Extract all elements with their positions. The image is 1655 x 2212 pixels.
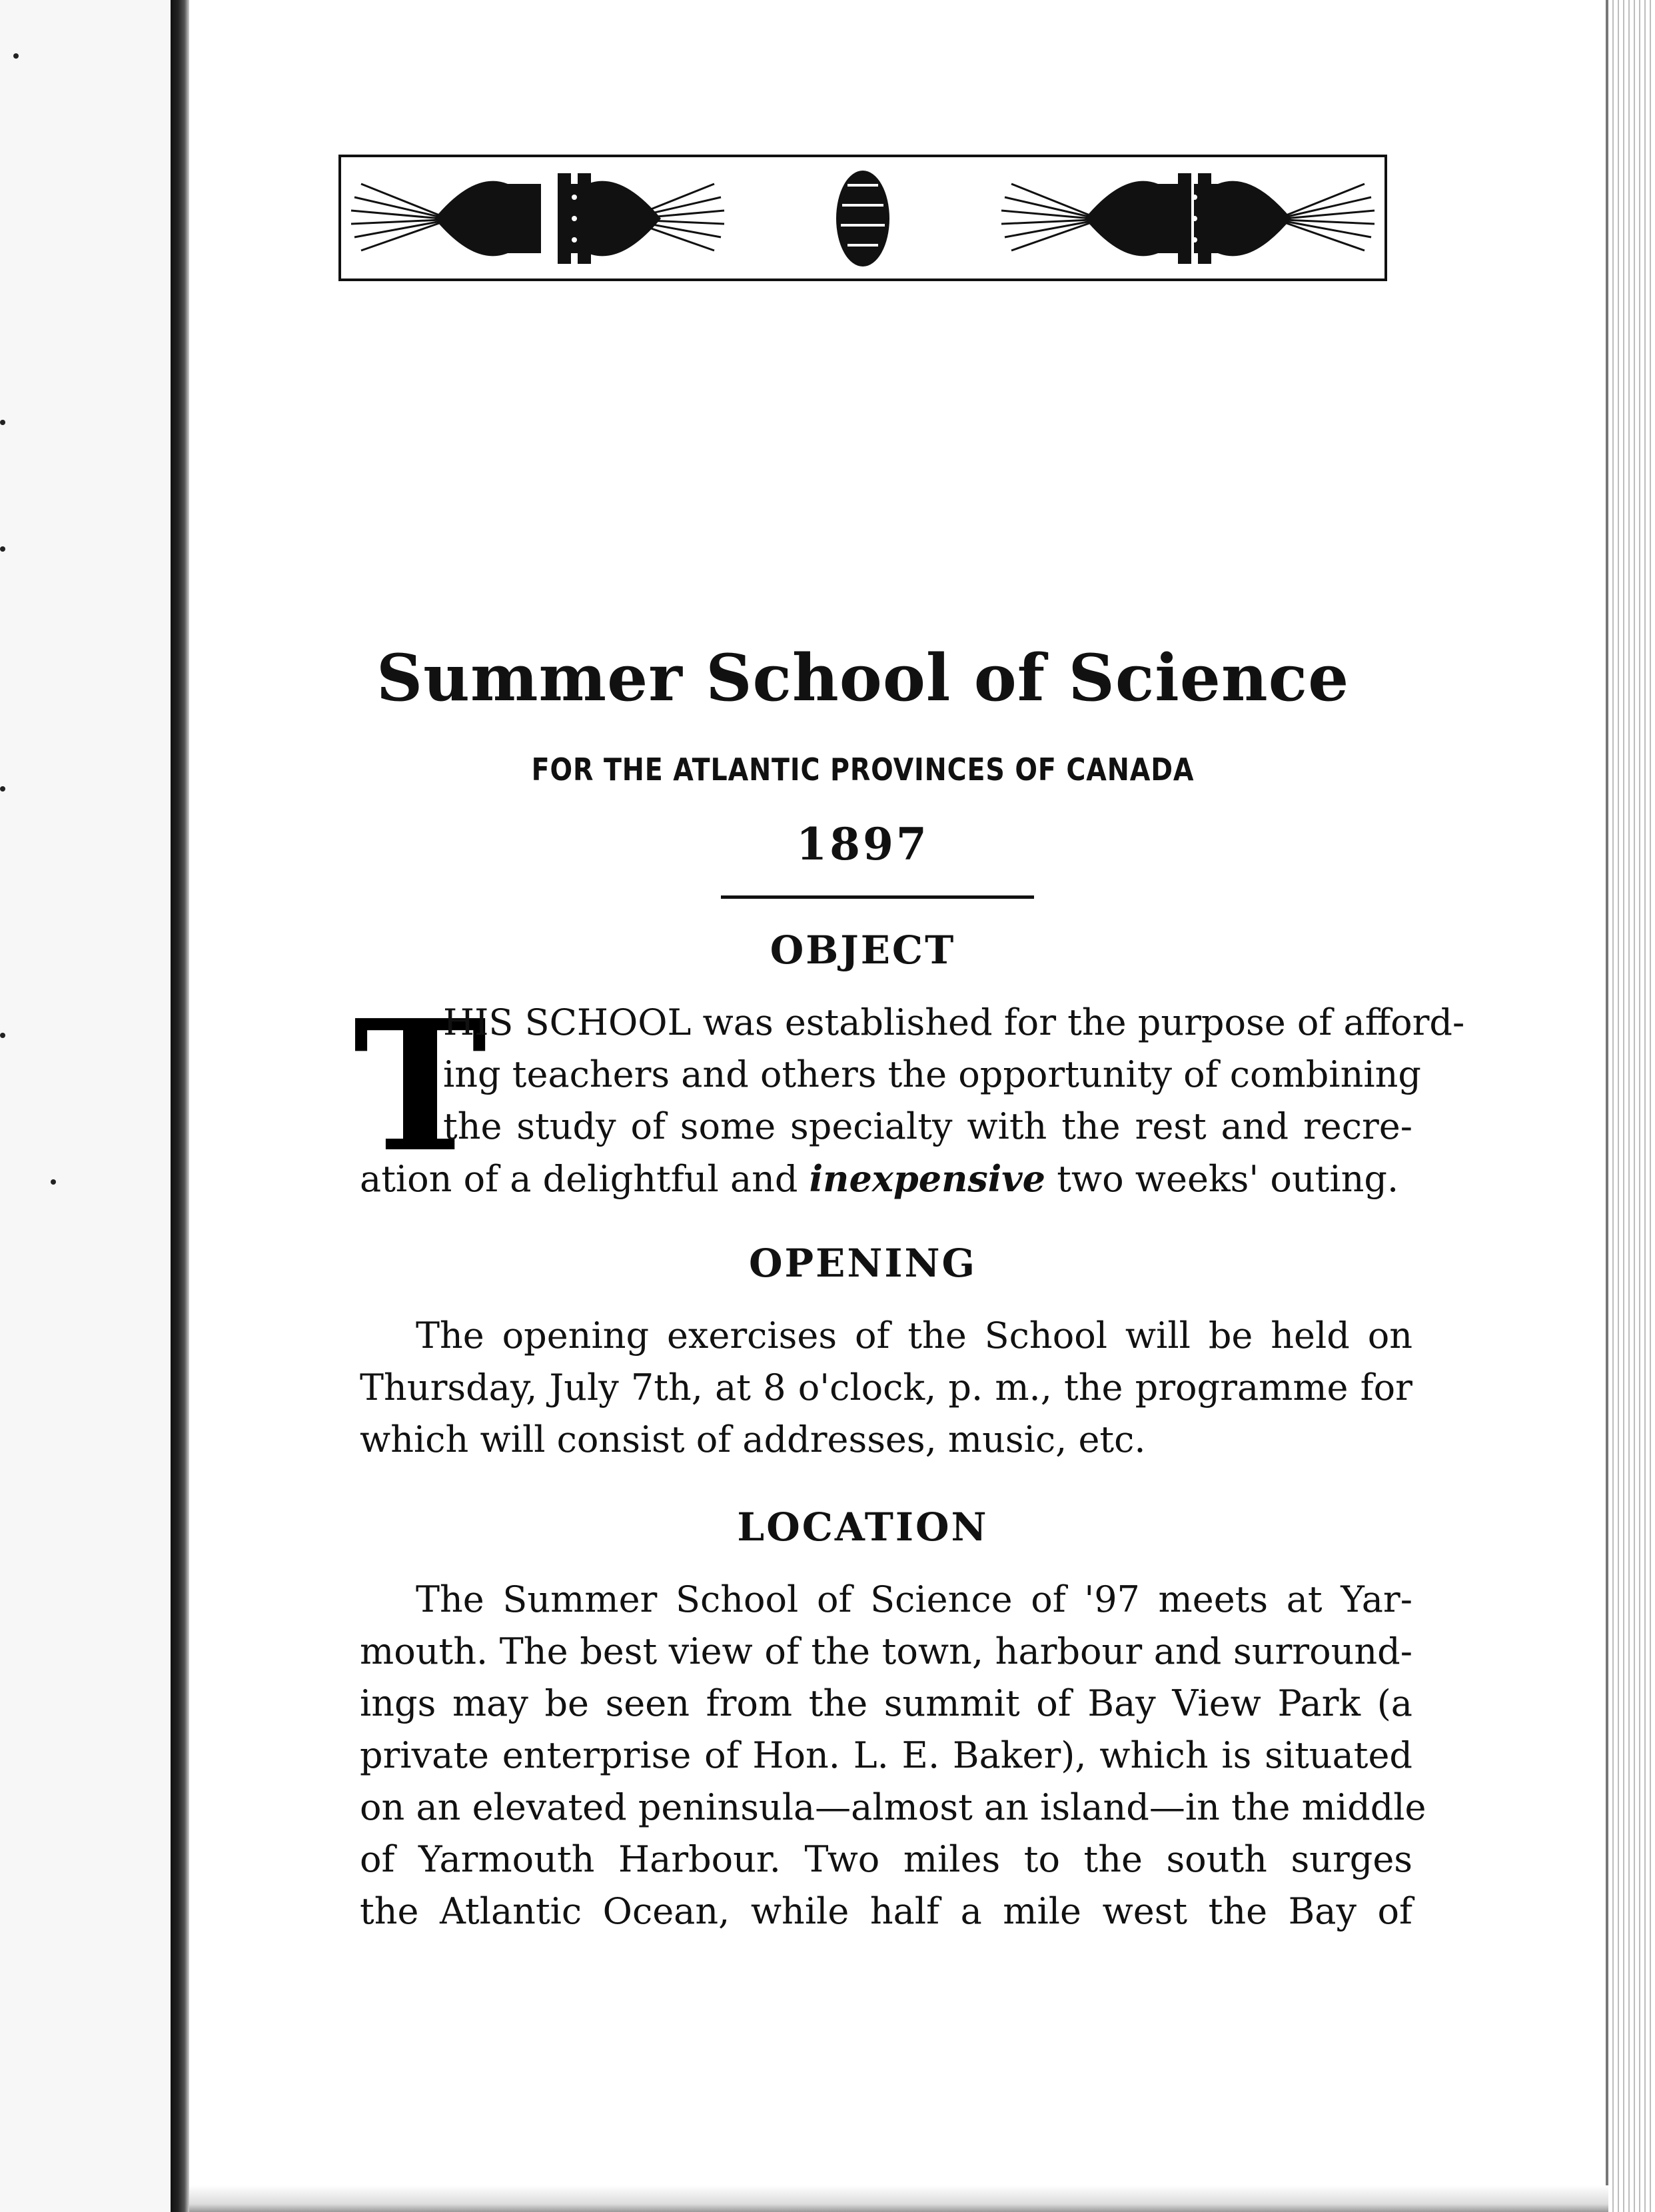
section-heading-object: OBJECT <box>770 927 956 973</box>
left-page-mark <box>0 546 5 552</box>
decorative-header-ornament <box>338 155 1387 281</box>
left-page-mark <box>13 53 19 59</box>
book-gutter <box>171 0 189 2212</box>
emphasis-text: inexpensive <box>809 1157 1046 1200</box>
paragraph-line: mouth. The best view of the town, harbour and surround- <box>360 1630 1412 1672</box>
paragraph-line <box>443 997 1465 1049</box>
paragraph-line: Thursday, July 7th, at 8 o'clock, p. m., the programme for <box>360 1367 1412 1408</box>
paragraph-line: the study of some specialty with the rest and recre- <box>443 1105 1412 1147</box>
page-bottom-edge <box>189 2185 1608 2212</box>
paragraph-line: The opening exercises of the School will be held on <box>416 1315 1412 1357</box>
paragraph-line: The Summer School of Science of '97 meets at Yar- <box>416 1578 1412 1620</box>
paragraph-line: private enterprise of Hon. L. E. Baker), which is situated <box>360 1734 1412 1776</box>
page-subtitle: FOR THE ATLANTIC PROVINCES OF CANADA <box>531 752 1195 788</box>
section-heading-location: LOCATION <box>737 1504 989 1550</box>
paragraph-line: ings may be seen from the summit of Bay View Park (a <box>360 1682 1412 1724</box>
left-page-mark <box>0 786 5 792</box>
section-heading-opening: OPENING <box>748 1241 977 1286</box>
paragraph-line <box>360 1153 1412 1205</box>
paragraph-line: of Yarmouth Harbour. Two miles to the south surges <box>360 1838 1412 1880</box>
publication-year: 1897 <box>796 818 929 870</box>
left-page-edge <box>0 0 171 2212</box>
line-text: two weeks' outing. <box>1045 1158 1399 1200</box>
opening-paragraph <box>360 1310 1412 1466</box>
page-title: Summer School of Science <box>376 640 1350 716</box>
divider-rule <box>721 895 1034 899</box>
location-paragraph <box>360 1574 1426 1937</box>
line-text: ation of a delightful and <box>360 1158 810 1200</box>
line-text: was established for the purpose of afford- <box>691 1001 1465 1043</box>
paragraph-line: the Atlantic Ocean, while half a mile west the Bay of <box>360 1890 1412 1932</box>
left-page-mark <box>51 1179 56 1185</box>
object-paragraph <box>360 997 1465 1205</box>
paragraph-line: on an elevated peninsula—almost an island—in the middle <box>360 1786 1426 1828</box>
lead-in-small-caps: HIS SCHOOL <box>443 1001 692 1043</box>
stacked-page-edges <box>1606 0 1655 2212</box>
drop-cap: T <box>353 980 487 1192</box>
paragraph-line: ing teachers and others the opportunity of combining <box>443 1053 1421 1095</box>
left-page-mark <box>0 420 5 425</box>
paragraph-line: which will consist of addresses, music, etc. <box>360 1418 1146 1460</box>
left-page-mark <box>0 1033 5 1038</box>
